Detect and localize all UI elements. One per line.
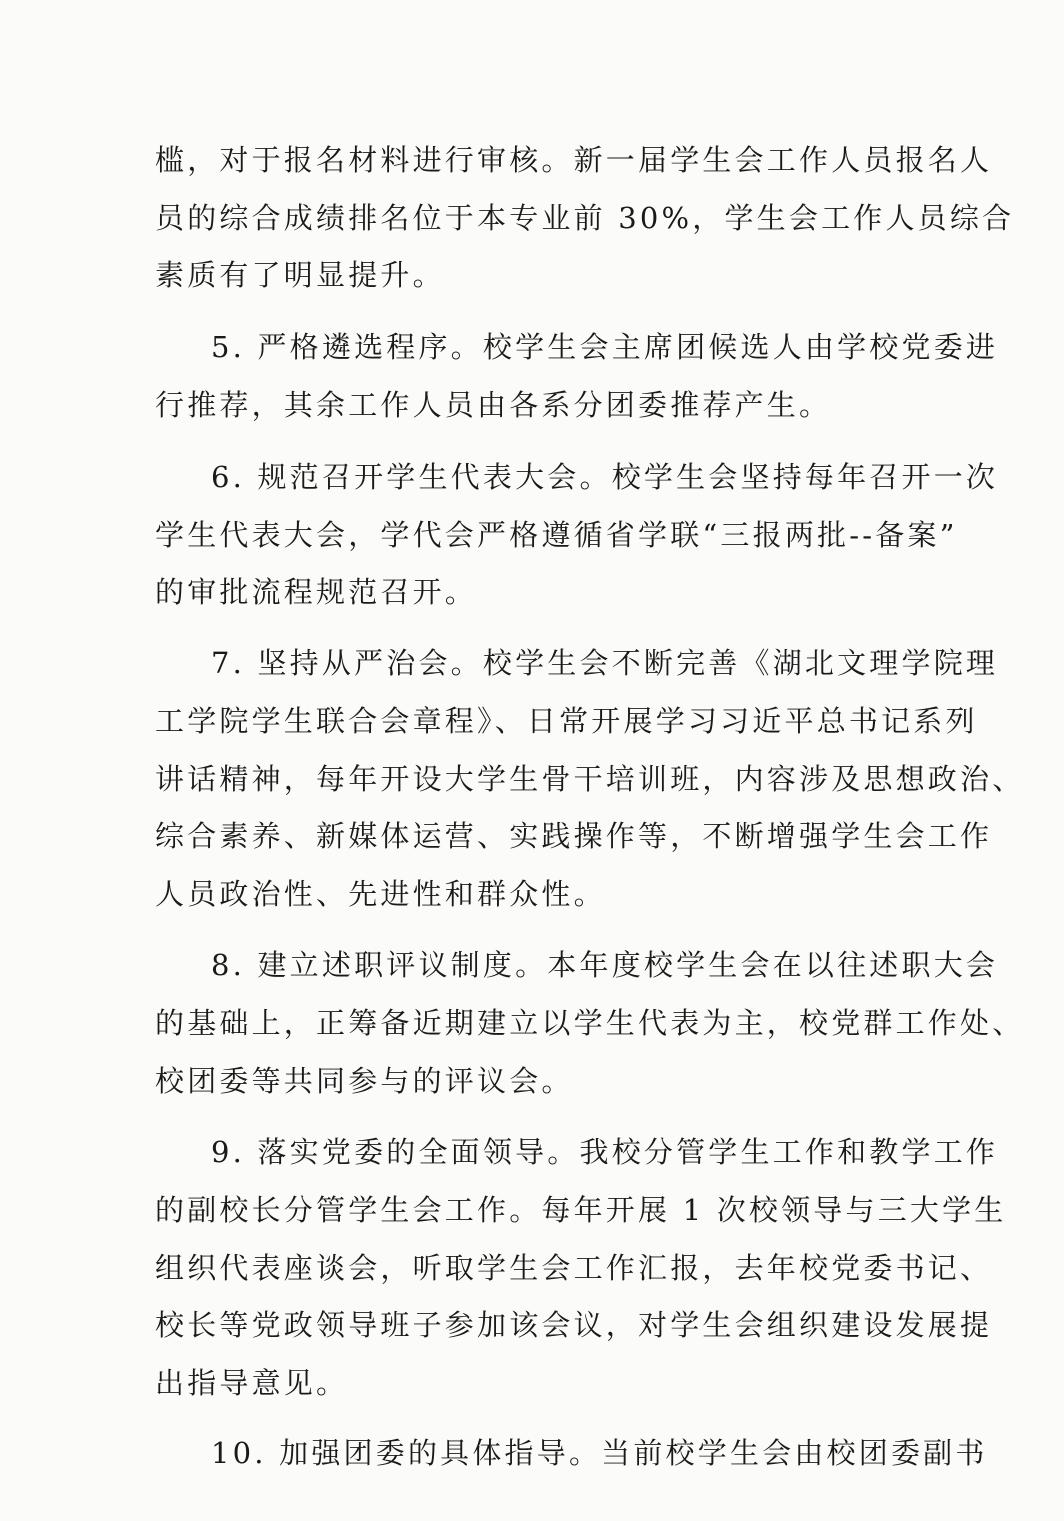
paragraph-7-line-5: 人员政治性、先进性和群众性。 [155, 877, 606, 911]
paragraph-6-line-1: 6. 规范召开学生代表大会。校学生会坚持每年召开一次 [211, 460, 999, 494]
text-line-2: 员的综合成绩排名位于本专业前 30%，学生会工作人员综合 [155, 201, 1015, 235]
paragraph-8-line-3: 校团委等共同参与的评议会。 [155, 1064, 574, 1098]
paragraph-8-line-2: 的基础上，正筹备近期建立以学生代表为主，校党群工作处、 [155, 1006, 1025, 1040]
paragraph-7-line-1: 7. 坚持从严治会。校学生会不断完善《湖北文理学院理 [211, 646, 999, 680]
text-line-3: 素质有了明显提升。 [155, 258, 445, 292]
paragraph-7-line-4: 综合素养、新媒体运营、实践操作等，不断增强学生会工作 [155, 819, 993, 853]
paragraph-9-line-2: 的副校长分管学生会工作。每年开展 1 次校领导与三大学生 [155, 1193, 1007, 1227]
paragraph-7-line-3: 讲话精神，每年开设大学生骨干培训班，内容涉及思想政治、 [155, 762, 1025, 796]
paragraph-10-line-1: 10. 加强团委的具体指导。当前校学生会由校团委副书 [211, 1436, 988, 1470]
paragraph-9-line-5: 出指导意见。 [155, 1366, 349, 1400]
paragraph-9-line-4: 校长等党政领导班子参加该会议，对学生会组织建设发展提 [155, 1308, 993, 1342]
paragraph-6-line-2: 学生代表大会，学代会严格遵循省学联“三报两批--备案” [155, 518, 958, 552]
paragraph-8-line-1: 8. 建立述职评议制度。本年度校学生会在以往述职大会 [211, 948, 999, 982]
paragraph-9-line-3: 组织代表座谈会，听取学生会工作汇报，去年校党委书记、 [155, 1251, 993, 1285]
text-line-1: 槛，对于报名材料进行审核。新一届学生会工作人员报名人 [155, 143, 993, 177]
paragraph-9-line-1: 9. 落实党委的全面领导。我校分管学生工作和教学工作 [211, 1135, 999, 1169]
paragraph-5-line-2: 行推荐，其余工作人员由各系分团委推荐产生。 [155, 388, 832, 422]
paragraph-7-line-2: 工学院学生联合会章程》、日常开展学习习近平总书记系列 [155, 704, 978, 738]
paragraph-6-line-3: 的审批流程规范召开。 [155, 575, 478, 609]
paragraph-5-line-1: 5. 严格遴选程序。校学生会主席团候选人由学校党委进 [211, 330, 999, 364]
